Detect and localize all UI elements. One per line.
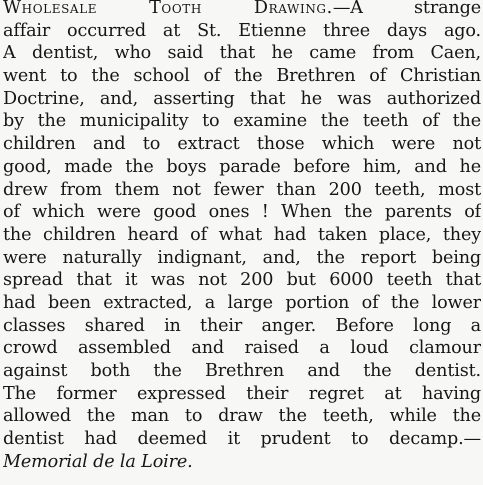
article-line-5: Doctrine, and, asserting that he was authorized <box>3 88 481 109</box>
article-line-15: classes shared in their anger. Before long a <box>3 315 481 336</box>
article-line-18: The former expressed their regret at having <box>3 383 481 404</box>
article-line-3: A dentist, who said that he came from Caen, <box>3 43 481 64</box>
article-line-17: against both the Brethren and the dentist. <box>3 361 481 381</box>
article-line-6: by the municipality to examine the teeth of the <box>3 111 481 132</box>
article-line-8: good, made the boys parade before him, and he <box>3 156 481 177</box>
article-line-10: of which were good ones ! When the parents of <box>3 202 481 223</box>
article-line-2: affair occurred at St. Etienne three days ago. <box>3 20 481 41</box>
article-source: Memorial de la Loire. <box>3 451 193 472</box>
article-line-19: allowed the man to draw the teeth, while the <box>3 406 481 427</box>
article-line-12: were naturally indignant, and, the report being <box>3 247 481 268</box>
article-line-20: dentist had deemed it prudent to decamp.— <box>3 429 481 450</box>
article-line-1 <box>3 0 481 20</box>
article-line-4: went to the school of the Brethren of Christian <box>3 66 481 87</box>
article-line-7: children and to extract those which were not <box>3 134 481 155</box>
article-line-11: the children heard of what had taken place, they <box>3 224 481 245</box>
article-line-1-text: —A strange <box>332 0 481 18</box>
article-line-13: spread that it was not 200 but 6000 teeth that <box>3 270 481 291</box>
article-headline: Wholesale Tooth Drawing. <box>3 0 333 18</box>
article-line-9: drew from them not fewer than 200 teeth, most <box>3 179 481 200</box>
article-line-14: had been extracted, a large portion of the lower <box>3 292 481 313</box>
article-line-16: crowd assembled and raised a loud clamour <box>3 338 481 359</box>
